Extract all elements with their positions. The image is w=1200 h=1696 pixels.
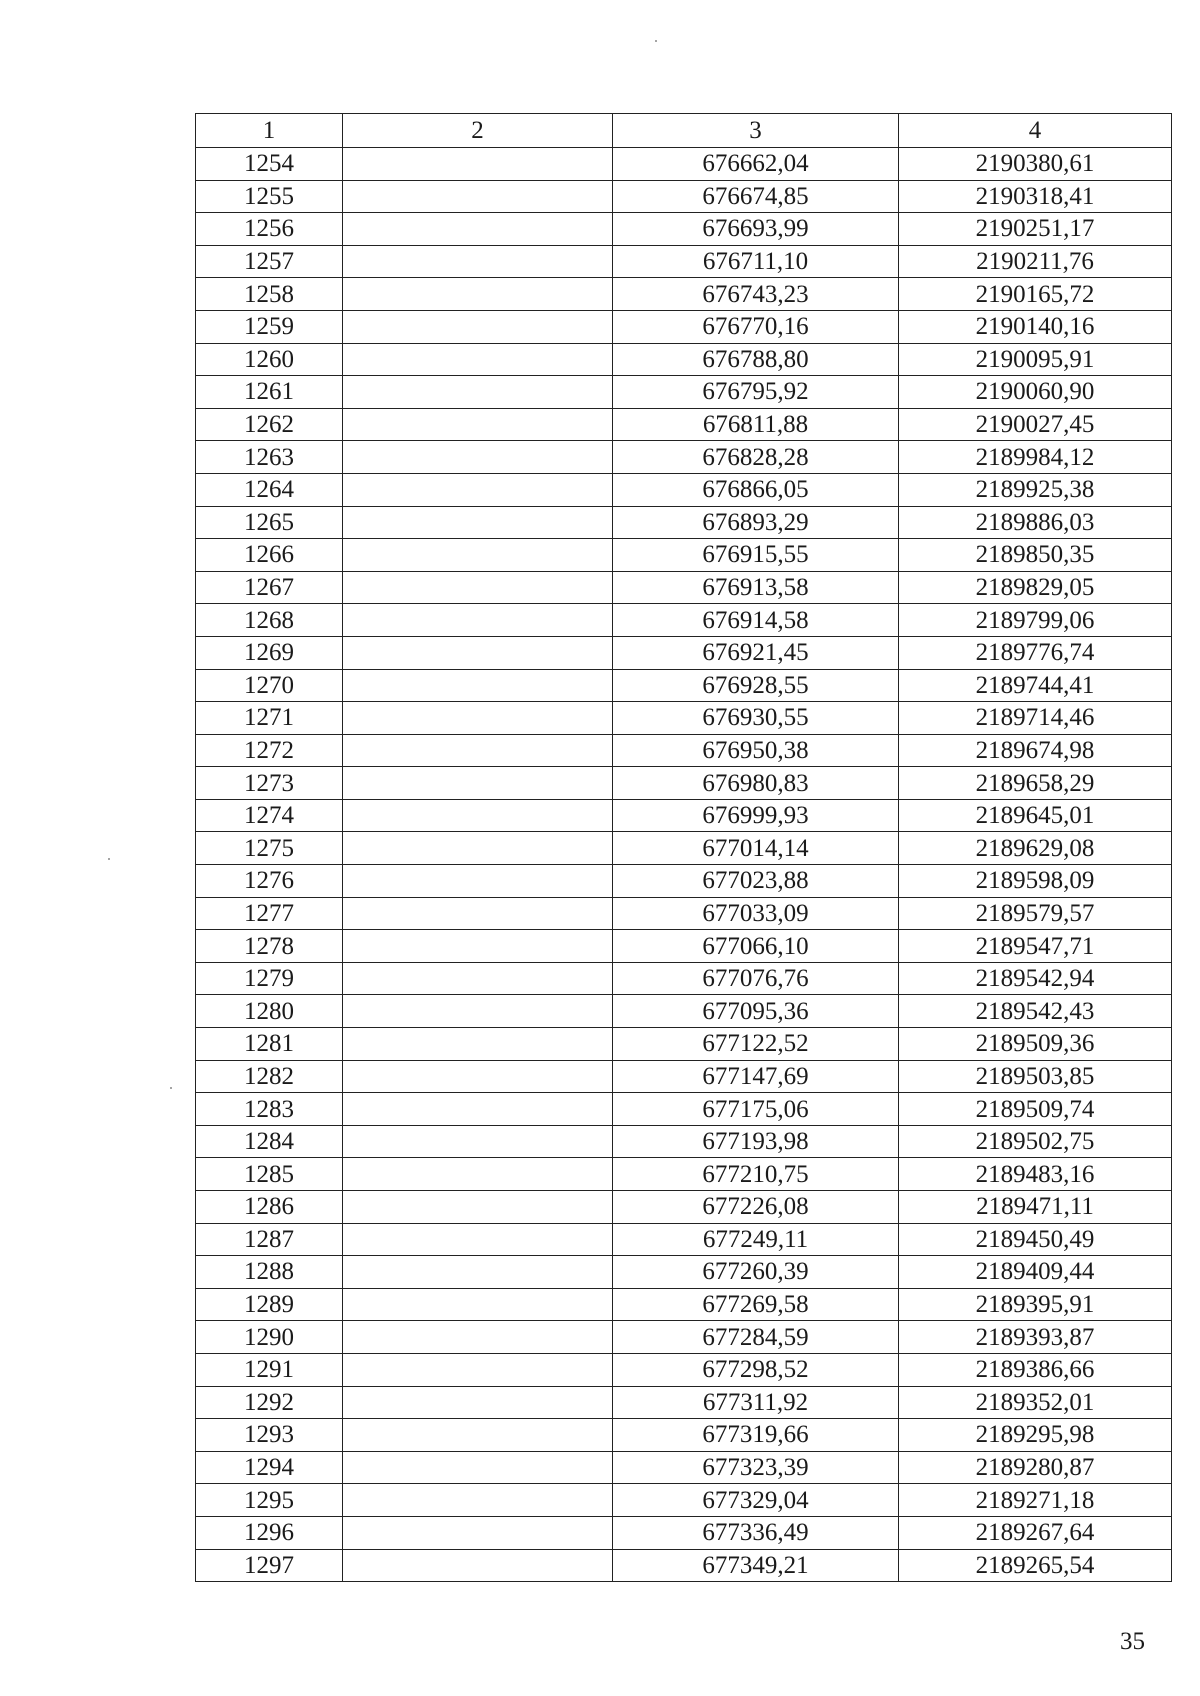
x-coordinate-cell: 676980,83 [613, 767, 899, 800]
y-coordinate-cell: 2189280,87 [899, 1451, 1172, 1484]
description-cell [343, 799, 613, 832]
x-coordinate-cell: 677076,76 [613, 962, 899, 995]
point-number-cell: 1290 [196, 1321, 343, 1354]
point-number-cell: 1268 [196, 604, 343, 637]
table-row [196, 1158, 1172, 1191]
x-coordinate-cell: 677311,92 [613, 1386, 899, 1419]
coordinates-table [195, 113, 1172, 1582]
x-coordinate-cell: 677033,09 [613, 897, 899, 930]
y-coordinate-cell: 2189547,71 [899, 930, 1172, 963]
x-coordinate-cell: 677329,04 [613, 1484, 899, 1517]
point-number-cell: 1269 [196, 636, 343, 669]
x-coordinate-cell: 677095,36 [613, 995, 899, 1028]
y-coordinate-cell: 2189579,57 [899, 897, 1172, 930]
x-coordinate-cell: 676795,92 [613, 376, 899, 409]
description-cell [343, 669, 613, 702]
table-row [196, 604, 1172, 637]
description-cell [343, 310, 613, 343]
x-coordinate-cell: 677249,11 [613, 1223, 899, 1256]
y-coordinate-cell: 2189267,64 [899, 1516, 1172, 1549]
table-row [196, 408, 1172, 441]
x-coordinate-cell: 676950,38 [613, 734, 899, 767]
y-coordinate-cell: 2189925,38 [899, 473, 1172, 506]
x-coordinate-cell: 677298,52 [613, 1353, 899, 1386]
description-cell [343, 1516, 613, 1549]
point-number-cell: 1258 [196, 278, 343, 311]
table-row [196, 506, 1172, 539]
point-number-cell: 1289 [196, 1288, 343, 1321]
x-coordinate-cell: 677349,21 [613, 1549, 899, 1582]
page-number: 35 [1120, 1628, 1145, 1655]
x-coordinate-cell: 676811,88 [613, 408, 899, 441]
y-coordinate-cell: 2189714,46 [899, 702, 1172, 735]
point-number-cell: 1274 [196, 799, 343, 832]
x-coordinate-cell: 676662,04 [613, 148, 899, 181]
table-row [196, 539, 1172, 572]
y-coordinate-cell: 2189386,66 [899, 1353, 1172, 1386]
point-number-cell: 1254 [196, 148, 343, 181]
x-coordinate-cell: 676928,55 [613, 669, 899, 702]
point-number-cell: 1294 [196, 1451, 343, 1484]
x-coordinate-cell: 676921,45 [613, 636, 899, 669]
x-coordinate-cell: 676915,55 [613, 539, 899, 572]
description-cell [343, 1158, 613, 1191]
x-coordinate-cell: 676930,55 [613, 702, 899, 735]
table-row [196, 930, 1172, 963]
y-coordinate-cell: 2190095,91 [899, 343, 1172, 376]
point-number-cell: 1276 [196, 865, 343, 898]
table-row [196, 636, 1172, 669]
y-coordinate-cell: 2189450,49 [899, 1223, 1172, 1256]
table-row [196, 897, 1172, 930]
y-coordinate-cell: 2189850,35 [899, 539, 1172, 572]
x-coordinate-cell: 677260,39 [613, 1256, 899, 1289]
point-number-cell: 1260 [196, 343, 343, 376]
description-cell [343, 278, 613, 311]
description-cell [343, 604, 613, 637]
table-row [196, 1353, 1172, 1386]
y-coordinate-cell: 2190027,45 [899, 408, 1172, 441]
table-row [196, 1386, 1172, 1419]
y-coordinate-cell: 2189409,44 [899, 1256, 1172, 1289]
table-row [196, 1516, 1172, 1549]
point-number-cell: 1262 [196, 408, 343, 441]
table-body [196, 148, 1172, 1582]
point-number-cell: 1281 [196, 1028, 343, 1061]
x-coordinate-cell: 677210,75 [613, 1158, 899, 1191]
table-row [196, 865, 1172, 898]
y-coordinate-cell: 2189502,75 [899, 1125, 1172, 1158]
x-coordinate-cell: 677323,39 [613, 1451, 899, 1484]
y-coordinate-cell: 2189744,41 [899, 669, 1172, 702]
y-coordinate-cell: 2189645,01 [899, 799, 1172, 832]
table-row [196, 245, 1172, 278]
x-coordinate-cell: 677147,69 [613, 1060, 899, 1093]
y-coordinate-cell: 2189395,91 [899, 1288, 1172, 1321]
point-number-cell: 1271 [196, 702, 343, 735]
point-number-cell: 1257 [196, 245, 343, 278]
table-row [196, 1125, 1172, 1158]
point-number-cell: 1280 [196, 995, 343, 1028]
table-row [196, 767, 1172, 800]
table-row [196, 343, 1172, 376]
description-cell [343, 1484, 613, 1517]
x-coordinate-cell: 677269,58 [613, 1288, 899, 1321]
table-row [196, 278, 1172, 311]
table-row [196, 1451, 1172, 1484]
point-number-cell: 1285 [196, 1158, 343, 1191]
x-coordinate-cell: 676743,23 [613, 278, 899, 311]
description-cell [343, 832, 613, 865]
description-cell [343, 1353, 613, 1386]
x-coordinate-cell: 676914,58 [613, 604, 899, 637]
scan-speck [170, 1087, 172, 1089]
description-cell [343, 1191, 613, 1224]
y-coordinate-cell: 2190140,16 [899, 310, 1172, 343]
point-number-cell: 1275 [196, 832, 343, 865]
description-cell [343, 897, 613, 930]
description-cell [343, 571, 613, 604]
y-coordinate-cell: 2190165,72 [899, 278, 1172, 311]
table-row [196, 995, 1172, 1028]
point-number-cell: 1297 [196, 1549, 343, 1582]
description-cell [343, 343, 613, 376]
point-number-cell: 1272 [196, 734, 343, 767]
x-coordinate-cell: 677014,14 [613, 832, 899, 865]
table-row [196, 1093, 1172, 1126]
y-coordinate-cell: 2189483,16 [899, 1158, 1172, 1191]
point-number-cell: 1259 [196, 310, 343, 343]
x-coordinate-cell: 677226,08 [613, 1191, 899, 1224]
column-header-4: 4 [899, 114, 1172, 148]
y-coordinate-cell: 2189598,09 [899, 865, 1172, 898]
description-cell [343, 734, 613, 767]
table-row [196, 1028, 1172, 1061]
point-number-cell: 1284 [196, 1125, 343, 1158]
point-number-cell: 1295 [196, 1484, 343, 1517]
point-number-cell: 1286 [196, 1191, 343, 1224]
description-cell [343, 539, 613, 572]
description-cell [343, 245, 613, 278]
point-number-cell: 1287 [196, 1223, 343, 1256]
description-cell [343, 441, 613, 474]
y-coordinate-cell: 2190251,17 [899, 213, 1172, 246]
y-coordinate-cell: 2189265,54 [899, 1549, 1172, 1582]
point-number-cell: 1279 [196, 962, 343, 995]
table-row [196, 1223, 1172, 1256]
point-number-cell: 1292 [196, 1386, 343, 1419]
table-row [196, 1549, 1172, 1582]
description-cell [343, 930, 613, 963]
point-number-cell: 1277 [196, 897, 343, 930]
description-cell [343, 1288, 613, 1321]
table-row [196, 1256, 1172, 1289]
scan-speck [655, 40, 657, 42]
y-coordinate-cell: 2189352,01 [899, 1386, 1172, 1419]
y-coordinate-cell: 2189776,74 [899, 636, 1172, 669]
y-coordinate-cell: 2189503,85 [899, 1060, 1172, 1093]
table-row [196, 1060, 1172, 1093]
table-row [196, 180, 1172, 213]
description-cell [343, 1093, 613, 1126]
point-number-cell: 1270 [196, 669, 343, 702]
description-cell [343, 1549, 613, 1582]
description-cell [343, 1451, 613, 1484]
column-header-3: 3 [613, 114, 899, 148]
y-coordinate-cell: 2189542,94 [899, 962, 1172, 995]
table-row [196, 962, 1172, 995]
description-cell [343, 1060, 613, 1093]
scan-speck [108, 858, 110, 860]
table-row [196, 669, 1172, 702]
table-row [196, 832, 1172, 865]
description-cell [343, 473, 613, 506]
y-coordinate-cell: 2189658,29 [899, 767, 1172, 800]
x-coordinate-cell: 677175,06 [613, 1093, 899, 1126]
y-coordinate-cell: 2189471,11 [899, 1191, 1172, 1224]
x-coordinate-cell: 677193,98 [613, 1125, 899, 1158]
description-cell [343, 767, 613, 800]
description-cell [343, 408, 613, 441]
point-number-cell: 1291 [196, 1353, 343, 1386]
description-cell [343, 213, 613, 246]
table-header-row [196, 114, 1172, 148]
column-header-2: 2 [343, 114, 613, 148]
x-coordinate-cell: 676999,93 [613, 799, 899, 832]
x-coordinate-cell: 676866,05 [613, 473, 899, 506]
description-cell [343, 962, 613, 995]
description-cell [343, 180, 613, 213]
description-cell [343, 1321, 613, 1354]
y-coordinate-cell: 2189542,43 [899, 995, 1172, 1028]
y-coordinate-cell: 2189393,87 [899, 1321, 1172, 1354]
description-cell [343, 995, 613, 1028]
x-coordinate-cell: 677066,10 [613, 930, 899, 963]
point-number-cell: 1278 [196, 930, 343, 963]
y-coordinate-cell: 2189984,12 [899, 441, 1172, 474]
y-coordinate-cell: 2190318,41 [899, 180, 1172, 213]
table-row [196, 376, 1172, 409]
table-row [196, 799, 1172, 832]
y-coordinate-cell: 2189629,08 [899, 832, 1172, 865]
table-row [196, 148, 1172, 181]
x-coordinate-cell: 676913,58 [613, 571, 899, 604]
description-cell [343, 148, 613, 181]
y-coordinate-cell: 2189295,98 [899, 1419, 1172, 1452]
description-cell [343, 702, 613, 735]
description-cell [343, 1125, 613, 1158]
y-coordinate-cell: 2190060,90 [899, 376, 1172, 409]
x-coordinate-cell: 676828,28 [613, 441, 899, 474]
description-cell [343, 1419, 613, 1452]
description-cell [343, 1386, 613, 1419]
point-number-cell: 1264 [196, 473, 343, 506]
table-row [196, 1419, 1172, 1452]
x-coordinate-cell: 676770,16 [613, 310, 899, 343]
x-coordinate-cell: 676711,10 [613, 245, 899, 278]
point-number-cell: 1266 [196, 539, 343, 572]
point-number-cell: 1282 [196, 1060, 343, 1093]
description-cell [343, 376, 613, 409]
point-number-cell: 1283 [196, 1093, 343, 1126]
point-number-cell: 1265 [196, 506, 343, 539]
description-cell [343, 1256, 613, 1289]
x-coordinate-cell: 677336,49 [613, 1516, 899, 1549]
y-coordinate-cell: 2189271,18 [899, 1484, 1172, 1517]
x-coordinate-cell: 677122,52 [613, 1028, 899, 1061]
point-number-cell: 1263 [196, 441, 343, 474]
description-cell [343, 636, 613, 669]
point-number-cell: 1288 [196, 1256, 343, 1289]
table-row [196, 441, 1172, 474]
point-number-cell: 1267 [196, 571, 343, 604]
point-number-cell: 1255 [196, 180, 343, 213]
table-row [196, 213, 1172, 246]
x-coordinate-cell: 676788,80 [613, 343, 899, 376]
table-row [196, 571, 1172, 604]
point-number-cell: 1261 [196, 376, 343, 409]
table-row [196, 1484, 1172, 1517]
table-row [196, 1321, 1172, 1354]
x-coordinate-cell: 677284,59 [613, 1321, 899, 1354]
y-coordinate-cell: 2189799,06 [899, 604, 1172, 637]
point-number-cell: 1293 [196, 1419, 343, 1452]
x-coordinate-cell: 676674,85 [613, 180, 899, 213]
table-row [196, 734, 1172, 767]
y-coordinate-cell: 2189674,98 [899, 734, 1172, 767]
column-header-1: 1 [196, 114, 343, 148]
x-coordinate-cell: 677319,66 [613, 1419, 899, 1452]
y-coordinate-cell: 2190211,76 [899, 245, 1172, 278]
point-number-cell: 1256 [196, 213, 343, 246]
y-coordinate-cell: 2189509,36 [899, 1028, 1172, 1061]
description-cell [343, 506, 613, 539]
table-row [196, 702, 1172, 735]
table-row [196, 473, 1172, 506]
description-cell [343, 1223, 613, 1256]
x-coordinate-cell: 677023,88 [613, 865, 899, 898]
point-number-cell: 1273 [196, 767, 343, 800]
table-row [196, 1288, 1172, 1321]
table-row [196, 1191, 1172, 1224]
y-coordinate-cell: 2189886,03 [899, 506, 1172, 539]
table-row [196, 310, 1172, 343]
description-cell [343, 1028, 613, 1061]
description-cell [343, 865, 613, 898]
point-number-cell: 1296 [196, 1516, 343, 1549]
x-coordinate-cell: 676693,99 [613, 213, 899, 246]
y-coordinate-cell: 2189829,05 [899, 571, 1172, 604]
x-coordinate-cell: 676893,29 [613, 506, 899, 539]
y-coordinate-cell: 2189509,74 [899, 1093, 1172, 1126]
y-coordinate-cell: 2190380,61 [899, 148, 1172, 181]
